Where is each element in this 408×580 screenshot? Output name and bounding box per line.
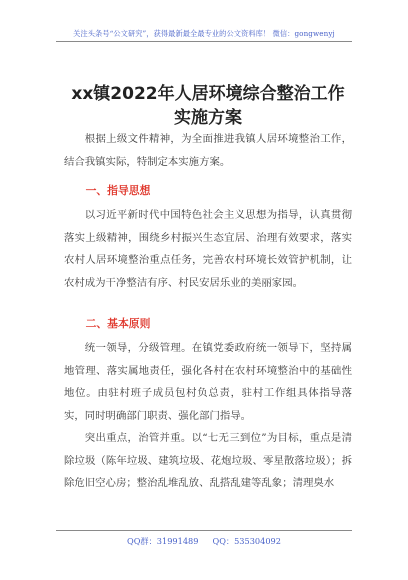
header-divider bbox=[56, 41, 352, 42]
principle-paragraph-unified-leadership: 统一领导，分级管理。在镇党委政府统一领导下，坚持属地管理、落实属地责任，强化各村在农村环境整治中的基础性地位。由驻村班子成员包村负总责，驻村工作组具体指导落实，同时明确部门职责、强化部门指导。 bbox=[64, 342, 352, 422]
principle-paragraph-key-points: 突出重点，治管并重。以“七无三到位”为目标，重点是清除垃圾（陈年垃圾、建筑垃圾、花炮垃圾、零星散落垃圾）；拆除危旧空心房；整治乱堆乱放、乱搭乱建等乱象；清理臭水 bbox=[64, 432, 352, 490]
footer-contact bbox=[56, 536, 352, 547]
section-heading-guiding-ideology: 一、指导思想 bbox=[85, 184, 151, 197]
guiding-ideology-paragraph: 以习近平新时代中国特色社会主义思想为指导，认真贯彻落实上级精神，围绕乡村振兴生态宜居、治理有效要求，落实农村人居环境整治重点任务，完善农村环境长效管护机制，让农村成为干净整洁有序、村民安居乐业的美丽家园。 bbox=[64, 209, 352, 289]
footer-divider bbox=[56, 530, 352, 531]
document-title: xx镇2022年人居环境综合整治工作实施方案 bbox=[71, 84, 345, 128]
intro-paragraph: 根据上级文件精神，为全面推进我镇人居环境整治工作，结合我镇实际，特制定本实施方案。 bbox=[64, 133, 352, 168]
section-heading-basic-principles: 二、基本原则 bbox=[85, 317, 151, 330]
footer-qq-group: QQ群：31991489 bbox=[127, 536, 199, 546]
header-promo-note: 关注头条号“公文研究”，获得最新最全最专业的公文资料库！ 微信：gongwenyj bbox=[73, 29, 335, 38]
footer-qq: QQ：535304092 bbox=[212, 536, 281, 546]
